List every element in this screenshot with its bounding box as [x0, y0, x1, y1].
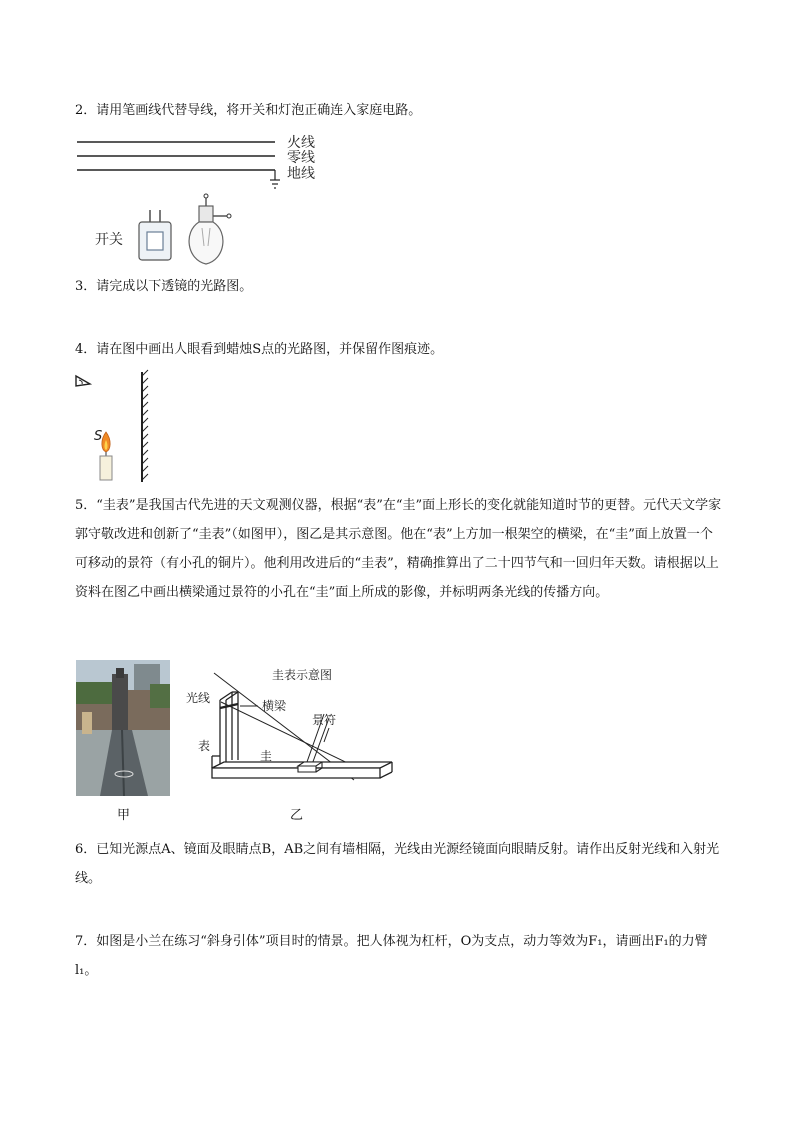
question-2 — [75, 96, 725, 125]
question-4-text: 4．请在图中画出人眼看到蜡烛S点的光路图，并保留作图痕迹。 — [75, 342, 444, 357]
question-3 — [75, 272, 725, 301]
ground-symbol-icon — [270, 170, 280, 188]
jingfu-label: 景符 — [312, 713, 337, 727]
caption-yi: 乙 — [290, 808, 304, 823]
gui-label: 圭 — [260, 749, 273, 763]
question-2-text: 2．请用笔画线代替导线，将开关和灯泡正确连入家庭电路。 — [75, 103, 422, 118]
question-3-text: 3．请完成以下透镜的光路图。 — [75, 279, 253, 294]
live-wire-label: 火线 — [287, 135, 315, 151]
gnomon-diagram-svg — [184, 664, 396, 800]
switch-icon — [139, 210, 171, 260]
photo-jia — [76, 660, 170, 796]
question-4 — [75, 335, 725, 364]
biao-label: 表 — [198, 739, 211, 753]
question-6-text: 6．已知光源点A、镜面及眼睛点B，AB之间有墙相隔，光线由光源经镜面向眼睛反射。请作出反射光线和入射光线。 — [75, 842, 720, 886]
neutral-wire-label: 零线 — [287, 150, 315, 166]
question-7-text: 7．如图是小兰在练习“斜身引体”项目时的情景。把人体视为杠杆，O为支点，动力等效为F₁，请画出F₁的力臂l₁。 — [75, 934, 708, 978]
circuit-svg — [75, 128, 355, 268]
light-label: 光线 — [186, 691, 211, 705]
question-6 — [75, 835, 725, 893]
mirror-candle-figure — [70, 366, 160, 486]
gnomon-diagram — [184, 664, 396, 800]
question-5 — [75, 491, 725, 607]
diagram-title: 圭表示意图 — [272, 668, 333, 682]
point-s-label: S — [94, 429, 103, 444]
light-bulb-icon — [189, 194, 231, 264]
ground-wire-label: 地线 — [287, 166, 315, 182]
circuit-figure — [75, 128, 355, 268]
beam-label: 横梁 — [262, 699, 287, 713]
eye-icon — [76, 376, 90, 386]
question-7 — [75, 927, 725, 985]
plane-mirror-icon — [142, 370, 148, 482]
mirror-candle-svg — [70, 366, 160, 486]
question-5-text: 5．“圭表”是我国古代先进的天文观测仪器，根据“表”在“圭”面上形长的变化就能知道时节的更替。元代天文学家郭守敬改进和创新了“圭表”（如图甲），图乙是其示意图。他在“表”上方加一根架空的横梁，在“圭”面上放置一个可移动的景符（有小孔的铜片）。他利用改进后的“圭表”，精确推算出了二十四节气和一回归年天数。请根据以上资料在图乙中画出横梁通过景符的小孔在“圭”面上所成的影像，并标明两条光线的传播方向。 — [75, 498, 722, 600]
photo-jia-svg — [76, 660, 170, 796]
caption-jia: 甲 — [117, 808, 131, 823]
switch-label: 开关 — [95, 232, 123, 248]
